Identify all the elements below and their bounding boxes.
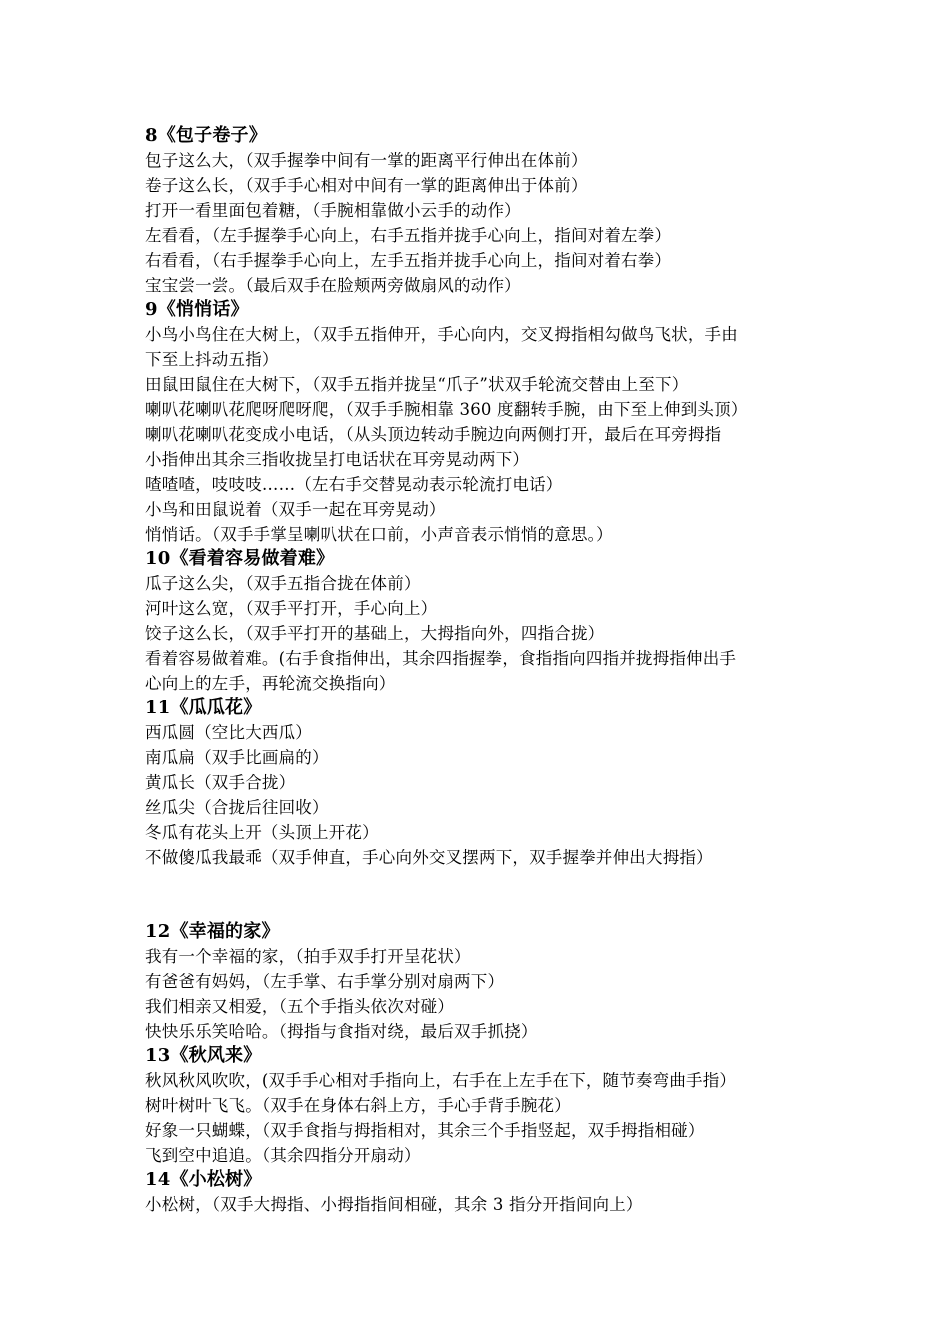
text-line: 小指伸出其余三指收拢呈打电话状在耳旁晃动两下） <box>145 450 530 469</box>
section-heading: 13《秋风来》 <box>145 1045 262 1066</box>
text-line: 右看看，（右手握拳手心向上，左手五指并拢手心向上，指间对着右拳） <box>145 251 672 270</box>
text-line: 河叶这么宽，（双手平打开，手心向上） <box>145 599 438 618</box>
text-line: 冬瓜有花头上开（头顶上开花） <box>145 823 379 842</box>
section-heading: 12《幸福的家》 <box>145 921 280 942</box>
text-line: 不做傻瓜我最乖（双手伸直，手心向外交叉摆两下，双手握拳并伸出大拇指） <box>145 848 713 867</box>
text-line: 黄瓜长（双手合拢） <box>145 773 296 792</box>
text-line: 小鸟和田鼠说着（双手一起在耳旁晃动） <box>145 500 446 519</box>
text-line: 下至上抖动五指） <box>145 350 279 369</box>
section-heading: 14《小松树》 <box>145 1169 262 1190</box>
text-line: 喳喳喳，吱吱吱……（左右手交替晃动表示轮流打电话） <box>145 475 563 494</box>
section-heading: 10《看着容易做着难》 <box>145 548 335 569</box>
text-line: 包子这么大，（双手握拳中间有一掌的距离平行伸出在体前） <box>145 151 588 170</box>
text-line: 飞到空中追追。（其余四指分开扇动） <box>145 1146 421 1165</box>
text-line: 小松树，（双手大拇指、小拇指指间相碰，其余 3 指分开指间向上） <box>145 1195 643 1214</box>
text-line: 喇叭花喇叭花变成小电话，（从头顶边转动手腕边向两侧打开，最后在耳旁拇指 <box>145 425 722 444</box>
text-line: 西瓜圆（空比大西瓜） <box>145 723 312 742</box>
text-line: 心向上的左手，再轮流交换指向） <box>145 674 396 693</box>
text-line: 好象一只蝴蝶，（双手食指与拇指相对，其余三个手指竖起，双手拇指相碰） <box>145 1121 705 1140</box>
text-line: 打开一看里面包着糖，（手腕相靠做小云手的动作） <box>145 201 521 220</box>
text-line: 秋风秋风吹吹，(双手手心相对手指向上，右手在上左手在下，随节奏弯曲手指） <box>145 1071 737 1090</box>
text-line: 树叶树叶飞飞。（双手在身体右斜上方，手心手背手腕花） <box>145 1096 571 1115</box>
text-line: 有爸爸有妈妈，（左手掌、右手掌分别对扇两下） <box>145 972 505 991</box>
text-line: 瓜子这么尖，（双手五指合拢在体前） <box>145 574 421 593</box>
text-line: 小鸟小鸟住在大树上，（双手五指伸开，手心向内，交叉拇指相勾做鸟飞状，手由 <box>145 325 738 344</box>
text-line: 宝宝尝一尝。（最后双手在脸颊两旁做扇风的动作） <box>145 276 521 295</box>
text-line: 我们相亲又相爱，（五个手指头依次对碰） <box>145 997 455 1016</box>
text-line: 左看看，（左手握拳手心向上，右手五指并拢手心向上，指间对着左拳） <box>145 226 672 245</box>
section-heading: 8《包子卷子》 <box>145 125 267 146</box>
text-line: 看着容易做着难。(右手食指伸出，其余四指握拳，食指指向四指并拢拇指伸出手 <box>145 649 737 668</box>
text-line: 卷子这么长，（双手手心相对中间有一掌的距离伸出于体前） <box>145 176 588 195</box>
text-line: 喇叭花喇叭花爬呀爬呀爬，（双手手腕相靠 360 度翻转手腕，由下至上伸到头顶） <box>145 400 748 419</box>
text-line: 我有一个幸福的家，（拍手双手打开呈花状） <box>145 947 471 966</box>
text-line: 田鼠田鼠住在大树下，（双手五指并拢呈“爪子”状双手轮流交替由上至下） <box>145 375 689 394</box>
text-line: 饺子这么长，（双手平打开的基础上，大拇指向外，四指合拢） <box>145 624 605 643</box>
section-heading: 9《悄悄话》 <box>145 299 249 320</box>
text-line: 悄悄话。（双手手掌呈喇叭状在口前，小声音表示悄悄的意思。） <box>145 525 613 544</box>
text-line: 丝瓜尖（合拢后往回收） <box>145 798 329 817</box>
text-line: 南瓜扁（双手比画扁的） <box>145 748 329 767</box>
section-heading: 11《瓜瓜花》 <box>145 697 262 718</box>
text-line: 快快乐乐笑哈哈。（拇指与食指对绕，最后双手抓挠） <box>145 1022 538 1041</box>
